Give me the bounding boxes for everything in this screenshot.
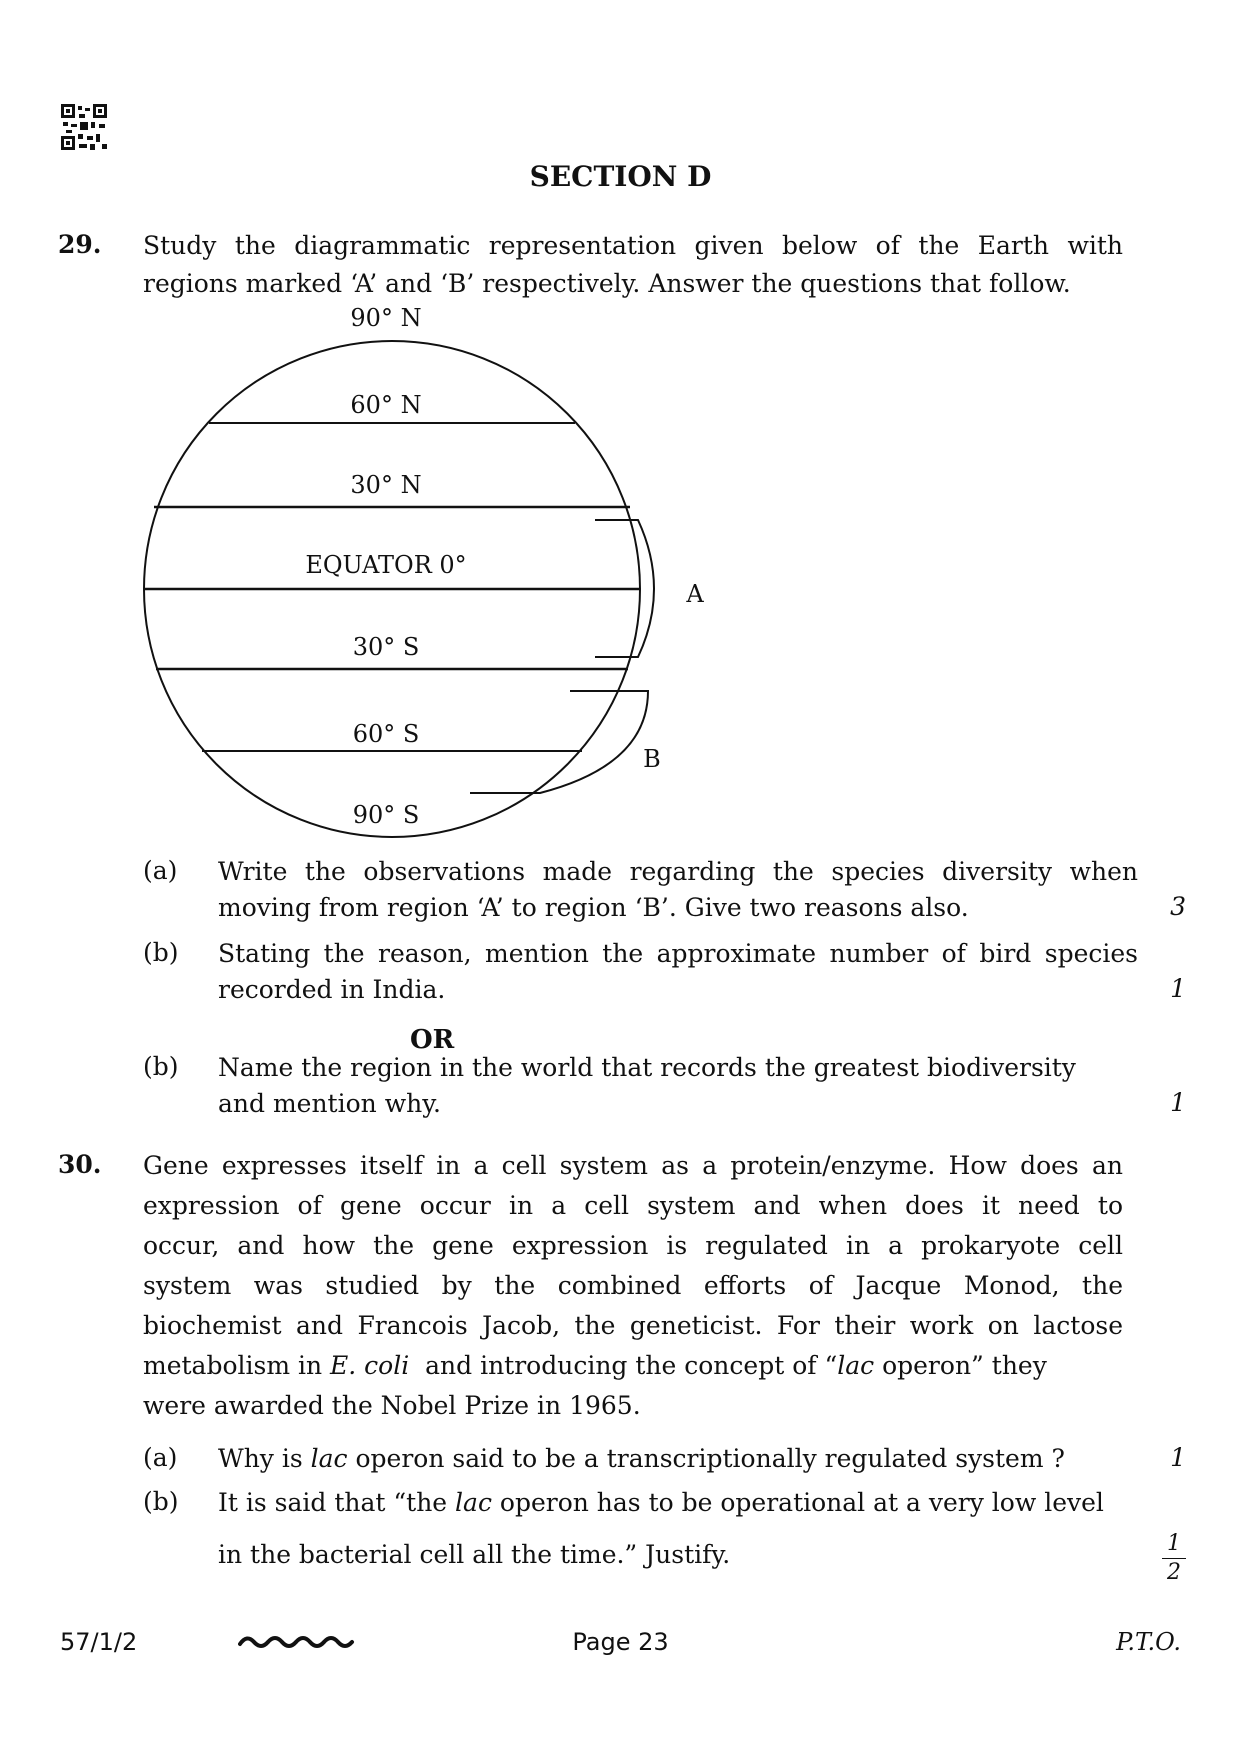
section-title: SECTION D xyxy=(529,160,712,193)
page-number: Page 23 xyxy=(572,1628,669,1656)
label-90n: 90° N xyxy=(350,305,422,332)
region-a-label: A xyxy=(686,580,704,608)
marks-denominator: 2 xyxy=(1167,1560,1181,1585)
q30-line5: biochemist and Francois Jacob, the geneticist. For their work on lactose xyxy=(143,1311,1123,1340)
region-b-label: B xyxy=(643,745,661,773)
q29-b-alt-label: (b) xyxy=(143,1052,179,1081)
q30-line6: metabolism in E. coli and introducing the concept of “lac operon” they xyxy=(143,1351,1047,1380)
q29-a-marks: 3 xyxy=(1170,892,1186,921)
q30-b-marks xyxy=(1162,1530,1186,1587)
q29-a-line1: Write the observations made regarding the species diversity when xyxy=(218,857,1138,886)
region-b-bracket xyxy=(470,691,648,793)
q30-line7: were awarded the Nobel Prize in 1965. xyxy=(143,1391,641,1420)
q29-b-alt-line1: Name the region in the world that records the greatest biodiversity xyxy=(218,1053,1076,1082)
earth-latitude-diagram xyxy=(140,305,740,845)
q29-b-marks: 1 xyxy=(1170,974,1186,1003)
q30-b-line2: in the bacterial cell all the time.” Justify. xyxy=(218,1540,731,1569)
q30-a-label: (a) xyxy=(143,1443,178,1472)
marks-numerator: 1 xyxy=(1162,1530,1186,1559)
paper-code: 57/1/2 xyxy=(60,1628,138,1656)
or-separator: OR xyxy=(410,1025,455,1055)
q29-b-alt-marks: 1 xyxy=(1170,1088,1186,1117)
q29-a-label: (a) xyxy=(143,856,178,885)
label-30n: 30° N xyxy=(350,471,422,499)
label-90s: 90° S xyxy=(352,801,420,829)
q29-b-label: (b) xyxy=(143,938,179,967)
label-60s: 60° S xyxy=(352,720,420,748)
label-60n: 60° N xyxy=(350,391,422,419)
pto-label: P.T.O. xyxy=(1116,1628,1181,1656)
q30-line4: system was studied by the combined efforts of Jacque Monod, the xyxy=(143,1271,1123,1300)
question-number-29: 29. xyxy=(58,230,102,259)
q30-a-text: Why is lac operon said to be a transcriptionally regulated system ? xyxy=(218,1444,1065,1473)
q30-line3: occur, and how the gene expression is regulated in a prokaryote cell xyxy=(143,1231,1123,1260)
q29-b-line2: recorded in India. xyxy=(218,975,446,1004)
label-equator: EQUATOR 0° xyxy=(305,551,467,579)
qr-code-icon xyxy=(61,104,107,150)
q29-b-alt-line2: and mention why. xyxy=(218,1089,441,1118)
q30-b-line1: It is said that “the lac operon has to be operational at a very low level xyxy=(218,1488,1104,1517)
q29-b-line1: Stating the reason, mention the approximate number of bird species xyxy=(218,939,1138,968)
q29-intro-line2: regions marked ‘A’ and ‘B’ respectively. Answer the questions that follow. xyxy=(143,269,1071,298)
q30-line2: expression of gene occur in a cell system and when does it need to xyxy=(143,1191,1123,1220)
q30-a-marks: 1 xyxy=(1170,1443,1186,1472)
label-30s: 30° S xyxy=(352,633,420,661)
q30-b-label: (b) xyxy=(143,1487,179,1516)
question-number-30: 30. xyxy=(58,1150,102,1179)
q30-line1: Gene expresses itself in a cell system as a protein/enzyme. How does an xyxy=(143,1151,1123,1180)
q29-a-line2: moving from region ‘A’ to region ‘B’. Give two reasons also. xyxy=(218,893,969,922)
q29-intro-line1: Study the diagrammatic representation given below of the Earth with xyxy=(143,231,1123,260)
